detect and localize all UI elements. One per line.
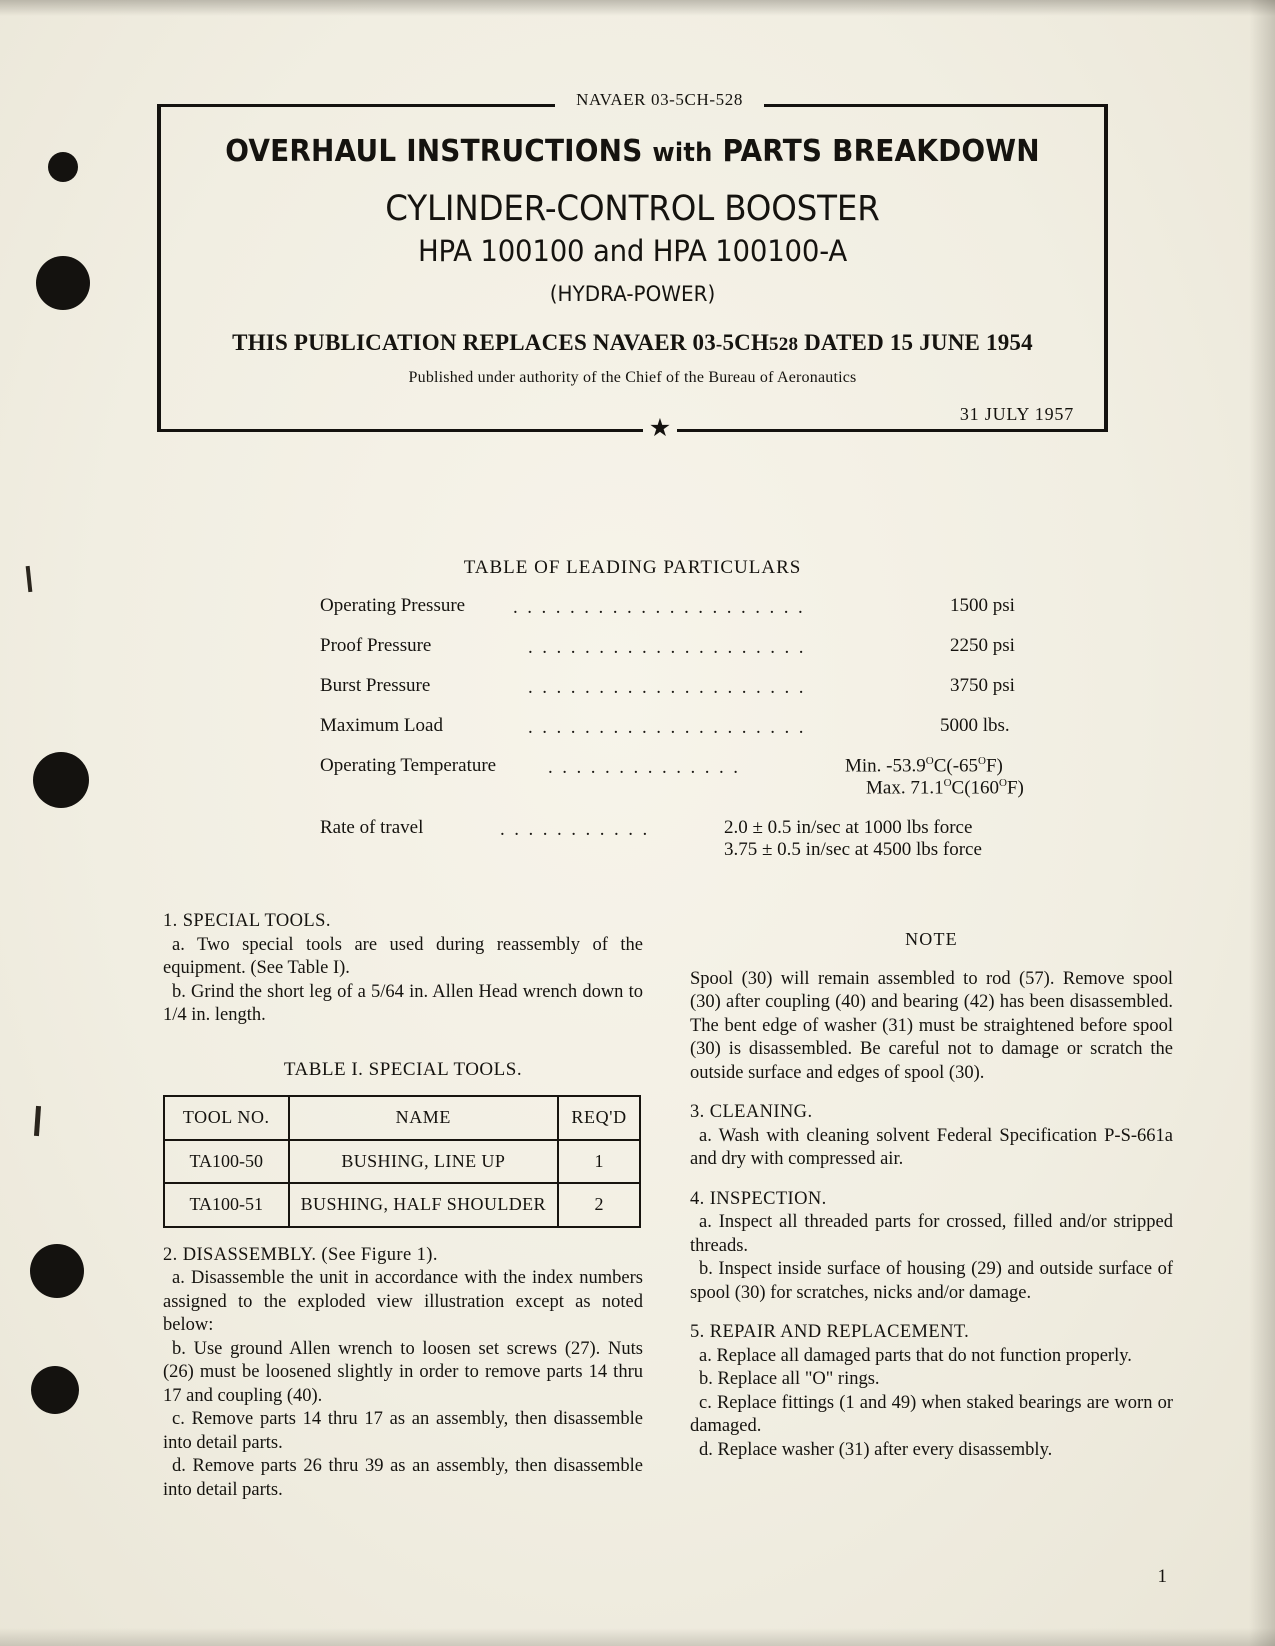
note-body: Spool (30) will remain assembled to rod (57). Remove spool (30) after coupling (40) and bearing (42) has been disassembled. The bent edge of washer (31) must be straightened before spool (30) is disassembled. Be careful not to damage or scratch the outside surface and edges of spool (30). xyxy=(690,968,1173,1083)
note-heading: NOTE xyxy=(905,929,958,949)
binder-hole xyxy=(36,256,90,310)
right-text-column xyxy=(690,910,1173,1462)
title-overhaul-instructions: OVERHAUL INSTRUCTIONS xyxy=(225,134,643,169)
brand-name: (HYDRA-POWER) xyxy=(549,282,716,306)
leading-particulars-row xyxy=(320,675,1060,715)
lp-label: Operating Temperature xyxy=(320,755,497,776)
lp-label: Operating Pressure xyxy=(320,595,466,616)
section-1-para-b: b. Grind the short leg of a 5/64 in. Allen Head wrench down to 1/4 in. length. xyxy=(163,981,643,1025)
binder-hole xyxy=(48,152,78,182)
leading-particulars-row xyxy=(320,595,1060,635)
lp-value-secondary: 3.75 ± 0.5 in/sec at 4500 lbs force xyxy=(724,839,982,860)
replaces-notice: THIS PUBLICATION REPLACES NAVAER 03-5CH528 DATED 15 JUNE 1954 xyxy=(232,330,1033,355)
section-3-para-a: a. Wash with cleaning solvent Federal Specification P-S-661a and dry with compressed air. xyxy=(690,1125,1173,1169)
column-header-name: NAME xyxy=(289,1096,559,1140)
publication-date: 31 JULY 1957 xyxy=(959,404,1074,424)
lp-value: 2250 psi xyxy=(950,635,1015,656)
title-with: with xyxy=(652,138,713,168)
lp-label: Burst Pressure xyxy=(320,675,431,696)
section-2-heading: 2. DISASSEMBLY. (See Figure 1). xyxy=(163,1244,438,1265)
title-box-border-bottom-right xyxy=(677,429,1108,432)
spacer xyxy=(690,1305,1173,1321)
publication-type-title xyxy=(190,134,1074,169)
section-2-para-a: a. Disassemble the unit in accordance with the index numbers assigned to the exploded view illustration except as noted below: xyxy=(163,1268,643,1335)
spacer xyxy=(690,1085,1173,1101)
lp-value: 3750 psi xyxy=(950,675,1015,696)
title-box-border-top-left xyxy=(157,104,555,107)
section-2-para-d: d. Remove parts 26 thru 39 as an assembly, then disassemble into detail parts. xyxy=(163,1456,643,1500)
section-4-para-b: b. Inspect inside surface of housing (29) and outside surface of spool (30) for scratches, nicks and/or damage. xyxy=(690,1259,1173,1303)
section-1-para-a: a. Two special tools are used during reassembly of the equipment. (See Table I). xyxy=(163,934,643,978)
cell-name: BUSHING, LINE UP xyxy=(289,1140,559,1184)
leader-dots: ..................... xyxy=(513,597,813,618)
cell-tool-no: TA100-50 xyxy=(164,1140,289,1184)
column-header-tool-no: TOOL NO. xyxy=(164,1096,289,1140)
section-5-para-c: c. Replace fittings (1 and 49) when staked bearings are worn or damaged. xyxy=(690,1392,1173,1436)
leader-dots: .................... xyxy=(528,677,813,698)
section-4-para-a: a. Inspect all threaded parts for crossed, filled and/or stripped threads. xyxy=(690,1212,1173,1256)
document-number: NAVAER 03-5CH-528 xyxy=(576,90,743,109)
section-4-heading: 4. INSPECTION. xyxy=(690,1188,827,1209)
model-numbers: HPA 100100 and HPA 100100-A xyxy=(417,234,848,268)
star-icon: ★ xyxy=(648,415,672,442)
spacer xyxy=(690,1172,1173,1188)
scan-shadow-top xyxy=(0,0,1275,16)
lp-value: 5000 lbs. xyxy=(940,715,1010,736)
lp-value: Min. $-53.9^OC(-65^OF)$ xyxy=(845,755,1003,777)
column-header-reqd: REQ'D xyxy=(558,1096,640,1140)
authority-line: Published under authority of the Chief of the Bureau of Aeronautics xyxy=(408,369,857,386)
cell-name: BUSHING, HALF SHOULDER xyxy=(289,1183,559,1227)
lp-value-secondary: Max. $71.1^OC(160^OF)$ xyxy=(866,777,1024,799)
lp-value: 1500 psi xyxy=(950,595,1015,616)
section-5-para-a: a. Replace all damaged parts that do not function properly. xyxy=(699,1345,1132,1366)
scan-shadow-bottom xyxy=(0,1628,1275,1646)
lp-label: Proof Pressure xyxy=(320,635,432,656)
leading-particulars-row xyxy=(320,755,1060,817)
leading-particulars-row xyxy=(320,635,1060,675)
scan-shadow-right xyxy=(1249,0,1275,1646)
lp-value: 2.0 ± 0.5 in/sec at 1000 lbs force xyxy=(724,817,973,838)
section-5-para-b: b. Replace all "O" rings. xyxy=(699,1369,880,1389)
leading-particulars-row xyxy=(320,715,1060,755)
lp-label: Rate of travel xyxy=(320,817,424,838)
title-parts-breakdown: PARTS BREAKDOWN xyxy=(722,134,1040,169)
table-1-caption: TABLE I. SPECIAL TOOLS. xyxy=(283,1058,523,1080)
leading-particulars-row xyxy=(320,817,1060,877)
product-name: CYLINDER-CONTROL BOOSTER xyxy=(385,189,880,229)
section-2-para-b: b. Use ground Allen wrench to loosen set screws (27). Nuts (26) must be loosened slightly in order to remove parts 14 thru 17 and coupling (40). xyxy=(163,1338,643,1406)
special-tools-table xyxy=(163,1095,641,1228)
leader-dots: .................... xyxy=(528,717,813,738)
leading-particulars-table xyxy=(320,595,1060,877)
cell-reqd: 2 xyxy=(558,1183,640,1227)
title-box-border-bottom-left xyxy=(157,429,643,432)
section-5-para-d: d. Replace washer (31) after every disassembly. xyxy=(699,1439,1053,1460)
section-1-heading: 1. SPECIAL TOOLS. xyxy=(163,911,331,931)
left-text-column xyxy=(163,910,643,1502)
table-row xyxy=(164,1140,640,1184)
title-block xyxy=(157,90,1108,442)
lp-label: Maximum Load xyxy=(320,715,443,736)
page-number: 1 xyxy=(1157,1566,1167,1587)
section-2-para-c: c. Remove parts 14 thru 17 as an assembly, then disassemble into detail parts. xyxy=(163,1409,643,1453)
cell-tool-no: TA100-51 xyxy=(164,1183,289,1227)
binder-hole xyxy=(31,1366,79,1414)
leader-dots: ........... xyxy=(500,819,657,840)
spacer xyxy=(163,1228,643,1244)
section-3-heading: 3. CLEANING. xyxy=(690,1102,813,1122)
leader-dots: .................... xyxy=(528,637,813,658)
leader-dots: .............. xyxy=(548,757,748,778)
leading-particulars-title: TABLE OF LEADING PARTICULARS xyxy=(463,557,802,578)
table-header-row xyxy=(164,1096,640,1140)
table-row xyxy=(164,1183,640,1227)
binder-hole xyxy=(30,1244,84,1298)
section-5-heading: 5. REPAIR AND REPLACEMENT. xyxy=(690,1322,970,1342)
cell-reqd: 1 xyxy=(558,1140,640,1184)
binder-hole xyxy=(33,752,89,808)
title-box-border-top-right xyxy=(764,104,1108,107)
